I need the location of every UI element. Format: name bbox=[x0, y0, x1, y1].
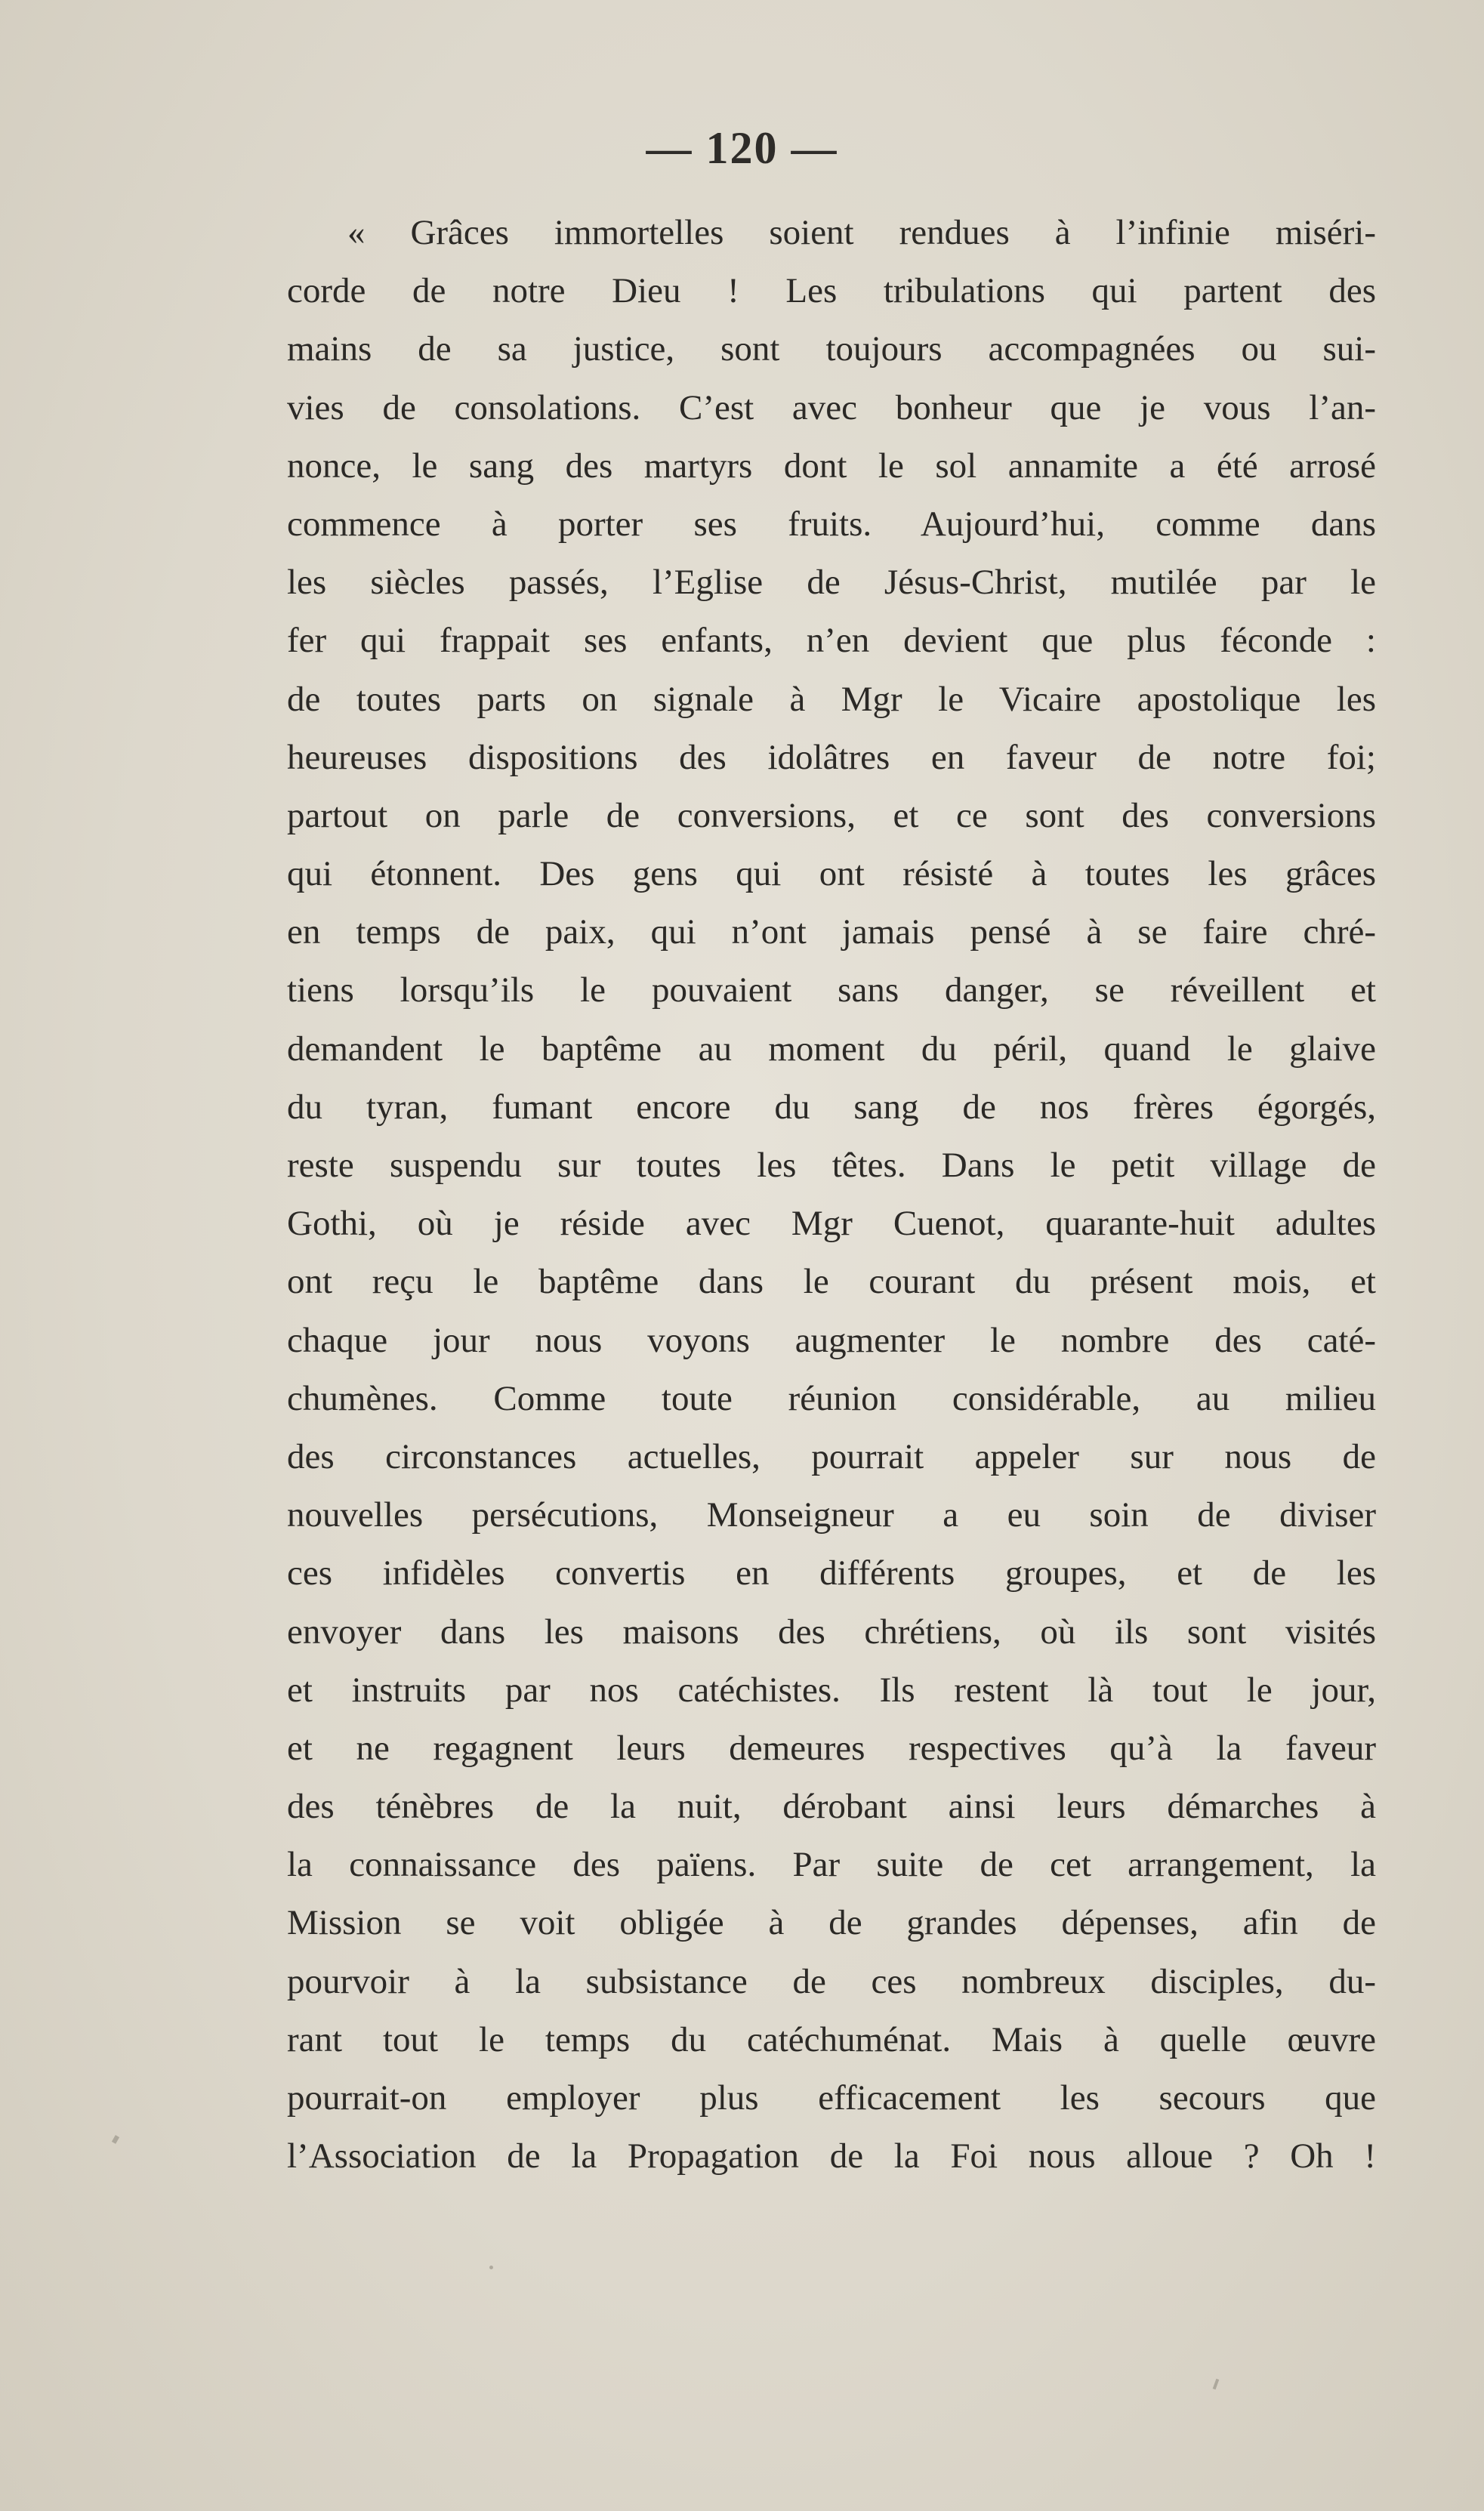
text-line: envoyer dans les maisons des chrétiens, où ils sont visités bbox=[287, 1612, 1376, 1652]
text-line: corde de notre Dieu ! Les tribulations qui partent des bbox=[287, 271, 1376, 311]
text-line: reste suspendu sur toutes les têtes. Dans le petit village de bbox=[287, 1146, 1376, 1185]
text-line: qui étonnent. Des gens qui ont résisté à toutes les grâces bbox=[287, 854, 1376, 894]
page-number: — 120 — bbox=[646, 123, 838, 173]
text-line: chumènes. Comme toute réunion considérable, au milieu bbox=[287, 1378, 1376, 1418]
text-line: mains de sa justice, sont toujours accompagnées ou sui- bbox=[287, 329, 1376, 369]
paper-speck bbox=[112, 2135, 119, 2144]
text-line: du tyran, fumant encore du sang de nos frères égorgés, bbox=[287, 1087, 1376, 1127]
paper-speck bbox=[1213, 2379, 1220, 2390]
text-line: tiens lorsqu’ils le pouvaient sans danger, se réveillent et bbox=[287, 970, 1376, 1010]
text-line: « Grâces immortelles soient rendues à l’infinie miséri- bbox=[347, 213, 1376, 252]
text-line: des circonstances actuelles, pourrait appeler sur nous de bbox=[287, 1436, 1376, 1476]
text-line: heureuses dispositions des idolâtres en faveur de notre foi; bbox=[287, 737, 1376, 777]
text-line: demandent le baptême au moment du péril, quand le glaive bbox=[287, 1029, 1376, 1069]
text-line: l’Association de la Propagation de la Foi nous alloue ? Oh ! bbox=[287, 2136, 1376, 2176]
text-line: des ténèbres de la nuit, dérobant ainsi leurs démarches à bbox=[287, 1787, 1376, 1827]
text-line: la connaissance des païens. Par suite de cet arrangement, la bbox=[287, 1845, 1376, 1885]
body-text bbox=[287, 204, 1376, 2186]
text-line: Mission se voit obligée à de grandes dépenses, afin de bbox=[287, 1903, 1376, 1943]
text-line: partout on parle de conversions, et ce sont des conversions bbox=[287, 795, 1376, 835]
text-line: ont reçu le baptême dans le courant du présent mois, et bbox=[287, 1262, 1376, 1302]
text-line: rant tout le temps du catéchuménat. Mais à quelle œuvre bbox=[287, 2019, 1376, 2059]
text-line: pourrait-on employer plus efficacement les secours que bbox=[287, 2078, 1376, 2118]
text-line: et ne regagnent leurs demeures respectives qu’à la faveur bbox=[287, 1728, 1376, 1768]
text-line: vies de consolations. C’est avec bonheur que je vous l’an- bbox=[287, 387, 1376, 427]
text-line: fer qui frappait ses enfants, n’en devient que plus féconde : bbox=[287, 621, 1376, 661]
text-line: en temps de paix, qui n’ont jamais pensé à se faire chré- bbox=[287, 912, 1376, 952]
text-line: commence à porter ses fruits. Aujourd’hui, comme dans bbox=[287, 504, 1376, 544]
text-line: Gothi, où je réside avec Mgr Cuenot, quarante-huit adultes bbox=[287, 1204, 1376, 1244]
text-line: et instruits par nos catéchistes. Ils restent là tout le jour, bbox=[287, 1670, 1376, 1710]
paper-speck bbox=[489, 2266, 493, 2269]
text-line: de toutes parts on signale à Mgr le Vicaire apostolique les bbox=[287, 679, 1376, 719]
text-line: nonce, le sang des martyrs dont le sol annamite a été arrosé bbox=[287, 446, 1376, 486]
text-line: nouvelles persécutions, Monseigneur a eu soin de diviser bbox=[287, 1495, 1376, 1535]
text-line: ces infidèles convertis en différents groupes, et de les bbox=[287, 1553, 1376, 1593]
text-line: chaque jour nous voyons augmenter le nombre des caté- bbox=[287, 1320, 1376, 1360]
text-line: les siècles passés, l’Eglise de Jésus-Christ, mutilée par le bbox=[287, 563, 1376, 603]
text-line: pourvoir à la subsistance de ces nombreux disciples, du- bbox=[287, 1961, 1376, 2001]
